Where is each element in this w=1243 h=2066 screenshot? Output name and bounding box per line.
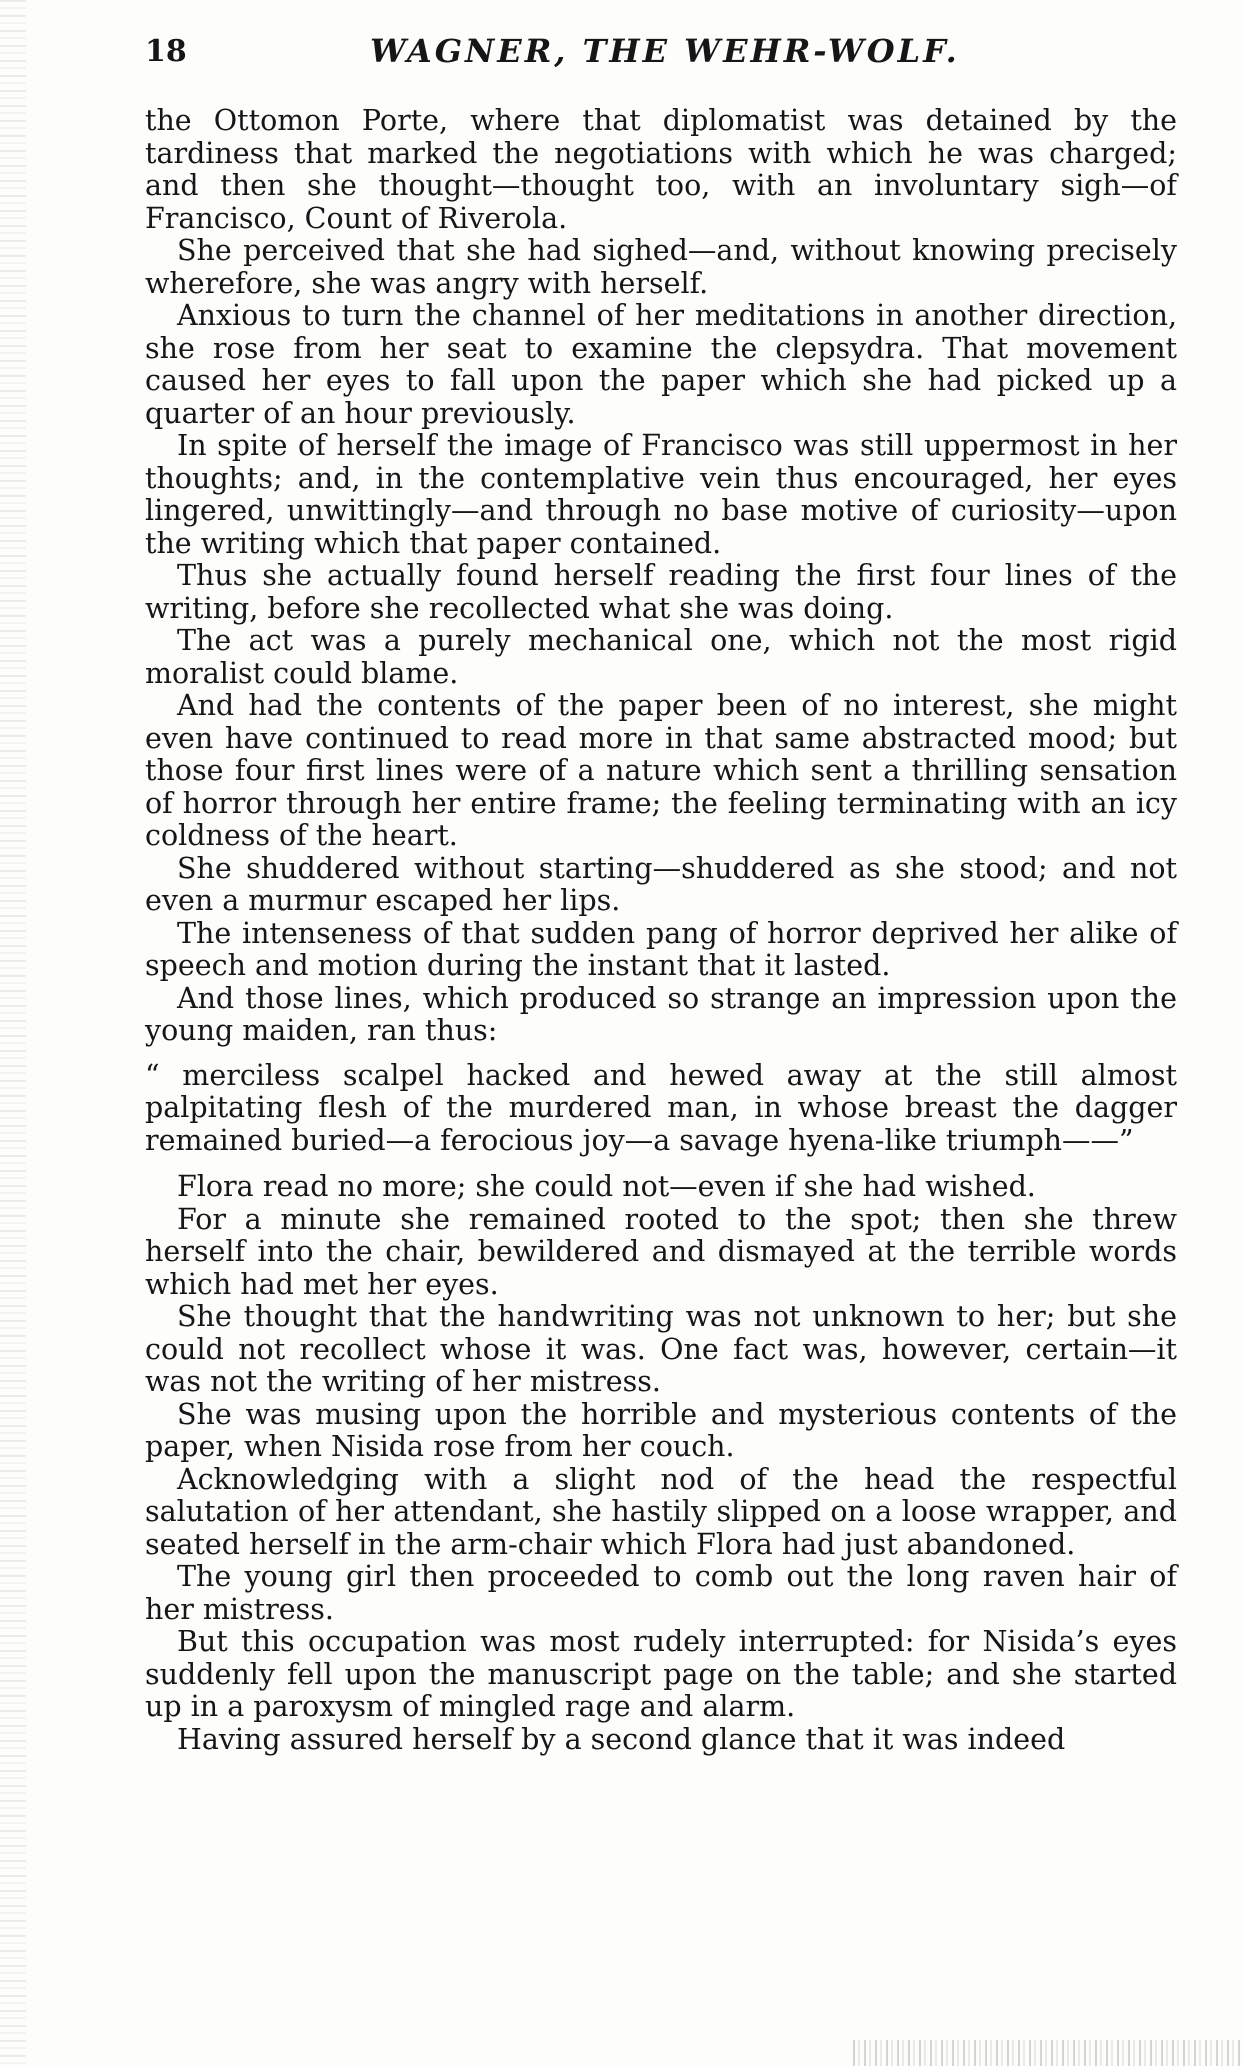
scanned-page-edge xyxy=(0,0,26,2066)
paragraph: Acknowledging with a slight nod of the head the respectful salutation of her attendant, she hastily slipped on a loose wrapper, and seated herself in the arm-chair which Flora had just abandoned. xyxy=(145,1462,1177,1561)
page-number: 18 xyxy=(145,34,187,69)
paragraph: The intenseness of that sudden pang of horror deprived her alike of speech and motion during the instant that it lasted. xyxy=(145,916,1177,982)
paragraph: Thus she actually found herself reading the first four lines of the writing, before she recollected what she was doing. xyxy=(145,559,1177,625)
quoted-manuscript-lines: “ merciless scalpel hacked and hewed away at the still almost palpitating flesh of the murdered man, in whose breast the dagger remained buried—a ferocious joy—a savage hyena-like triumph——” xyxy=(145,1058,1177,1157)
paragraph: The young girl then proceeded to comb out the long raven hair of her mistress. xyxy=(145,1560,1177,1626)
body-text xyxy=(145,105,1177,1756)
running-title: WAGNER, THE WEHR-WOLF. xyxy=(370,32,960,70)
paragraph: She thought that the handwriting was not unknown to her; but she could not recollect whose it was. One fact was, however, certain—it was not the writing of her mistress. xyxy=(145,1300,1177,1398)
paragraph: In spite of herself the image of Francisco was still uppermost in her thoughts; and, in the contemplative vein thus encouraged, her eyes lingered, unwittingly—and through no base motive of curiosity—upon the writing which that paper contained. xyxy=(145,429,1177,560)
paragraph: And those lines, which produced so strange an impression upon the young maiden, ran thus: xyxy=(145,981,1177,1047)
paragraph: Having assured herself by a second glance that it was indeed xyxy=(177,1722,1066,1756)
paragraph: And had the contents of the paper been of no interest, she might even have continued to read more in that same abstracted mood; but those four first lines were of a nature which sent a thrilling sensation of horror through her entire frame; the feeling terminating with an icy coldness of the heart. xyxy=(145,689,1177,852)
paragraph: She shuddered without starting—shuddered as she stood; and not even a murmur escaped her lips. xyxy=(145,851,1177,917)
paragraph: Flora read no more; she could not—even if she had wished. xyxy=(177,1170,1036,1203)
paragraph: But this occupation was most rudely interrupted: for Nisida’s eyes suddenly fell upon the manuscript page on the table; and she started up in a paroxysm of mingled rage and alarm. xyxy=(145,1625,1177,1723)
paragraph: She was musing upon the horrible and mysterious contents of the paper, when Nisida rose from her couch. xyxy=(145,1397,1177,1463)
paragraph: She perceived that she had sighed—and, without knowing precisely wherefore, she was angry with herself. xyxy=(145,234,1177,300)
scan-noise-corner xyxy=(853,2040,1243,2066)
paragraph: For a minute she remained rooted to the spot; then she threw herself into the chair, bewildered and dismayed at the terrible words which had met her eyes. xyxy=(145,1202,1177,1301)
paragraph: Anxious to turn the channel of her meditations in another direction, she rose from her seat to examine the clepsydra. That movement caused her eyes to fall upon the paper which she had picked up a quarter of an hour previously. xyxy=(145,299,1177,430)
paragraph: The act was a purely mechanical one, which not the most rigid moralist could blame. xyxy=(145,624,1177,690)
page-header xyxy=(145,28,1175,78)
paragraph: the Ottomon Porte, where that diplomatist was detained by the tardiness that marked the negotiations with which he was charged; and then she thought—thought too, with an involuntary sigh—of Francisco, Count of Riverola. xyxy=(145,104,1177,235)
